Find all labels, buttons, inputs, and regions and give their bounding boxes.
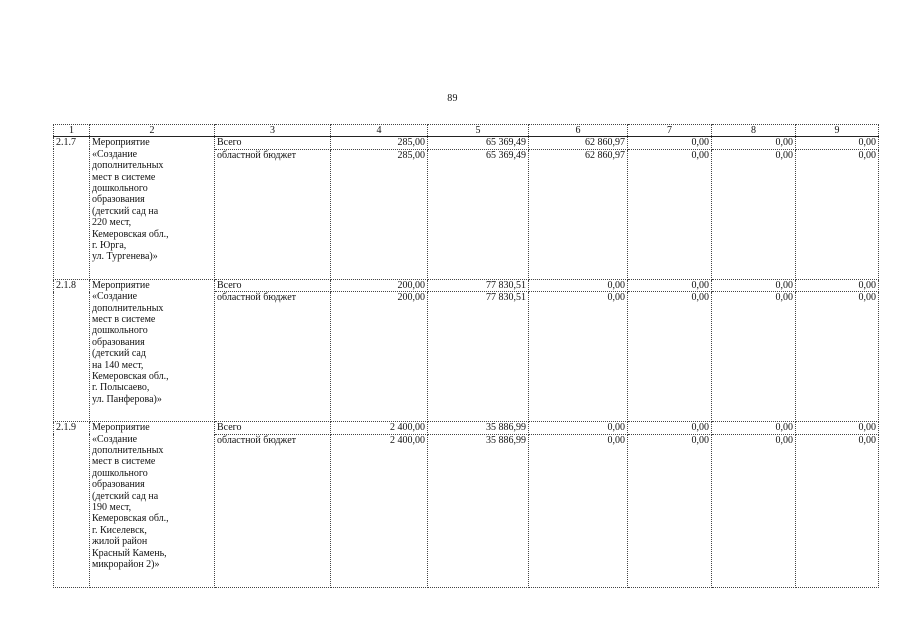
value-col-7: 0,00: [628, 422, 712, 434]
value-col-9: 0,00: [796, 149, 879, 279]
table-row: [54, 279, 879, 291]
funding-source: областной бюджет: [215, 434, 331, 587]
value-col-5: 77 830,51: [428, 292, 529, 422]
value-col-5: 65 369,49: [428, 137, 529, 149]
column-header: 1: [54, 125, 90, 137]
value-col-6: 0,00: [529, 434, 628, 587]
funding-source: Всего: [215, 137, 331, 149]
value-col-9: 0,00: [796, 279, 879, 291]
activity-code: 2.1.7: [54, 137, 90, 279]
value-col-4: 285,00: [331, 149, 428, 279]
value-col-7: 0,00: [628, 137, 712, 149]
value-col-9: 0,00: [796, 292, 879, 422]
value-col-4: 2 400,00: [331, 422, 428, 434]
column-header: 5: [428, 125, 529, 137]
column-header: 7: [628, 125, 712, 137]
activity-code: 2.1.8: [54, 279, 90, 421]
value-col-4: 2 400,00: [331, 434, 428, 587]
value-col-5: 35 886,99: [428, 434, 529, 587]
activity-description: Мероприятие «Создание дополнительных мест в системе дошкольного образования (детский сад на 190 мест, Кемеровская обл., г. Киселевск, жилой район Красный Камень, микрорайон 2)»: [90, 422, 215, 587]
value-col-8: 0,00: [712, 434, 796, 587]
column-header: 4: [331, 125, 428, 137]
activity-description: Мероприятие «Создание дополнительных мест в системе дошкольного образования (детский сад на 140 мест, Кемеровская обл., г. Полысаево, ул. Панферова)»: [90, 279, 215, 421]
funding-source: Всего: [215, 422, 331, 434]
value-col-4: 285,00: [331, 137, 428, 149]
value-col-5: 77 830,51: [428, 279, 529, 291]
value-col-7: 0,00: [628, 434, 712, 587]
budget-table: [53, 124, 879, 588]
value-col-6: 0,00: [529, 279, 628, 291]
value-col-9: 0,00: [796, 422, 879, 434]
value-col-6: 0,00: [529, 292, 628, 422]
table-row: [54, 137, 879, 149]
funding-source: областной бюджет: [215, 292, 331, 422]
value-col-7: 0,00: [628, 279, 712, 291]
value-col-9: 0,00: [796, 137, 879, 149]
value-col-5: 35 886,99: [428, 422, 529, 434]
value-col-8: 0,00: [712, 137, 796, 149]
value-col-6: 0,00: [529, 422, 628, 434]
column-header: 6: [529, 125, 628, 137]
value-col-9: 0,00: [796, 434, 879, 587]
activity-description: Мероприятие «Создание дополнительных мест в системе дошкольного образования (детский сад на 220 мест, Кемеровская обл., г. Юрга, ул. Тургенева)»: [90, 137, 215, 279]
funding-source: областной бюджет: [215, 149, 331, 279]
value-col-7: 0,00: [628, 292, 712, 422]
activity-code: 2.1.9: [54, 422, 90, 587]
table-row: [54, 422, 879, 434]
column-header: 8: [712, 125, 796, 137]
value-col-6: 62 860,97: [529, 149, 628, 279]
value-col-7: 0,00: [628, 149, 712, 279]
column-header: 9: [796, 125, 879, 137]
column-number-row: [54, 125, 879, 137]
column-header: 3: [215, 125, 331, 137]
value-col-4: 200,00: [331, 279, 428, 291]
value-col-8: 0,00: [712, 279, 796, 291]
value-col-8: 0,00: [712, 422, 796, 434]
value-col-8: 0,00: [712, 292, 796, 422]
value-col-6: 62 860,97: [529, 137, 628, 149]
column-header: 2: [90, 125, 215, 137]
funding-source: Всего: [215, 279, 331, 291]
page-number: 89: [447, 93, 458, 104]
value-col-5: 65 369,49: [428, 149, 529, 279]
value-col-8: 0,00: [712, 149, 796, 279]
value-col-4: 200,00: [331, 292, 428, 422]
